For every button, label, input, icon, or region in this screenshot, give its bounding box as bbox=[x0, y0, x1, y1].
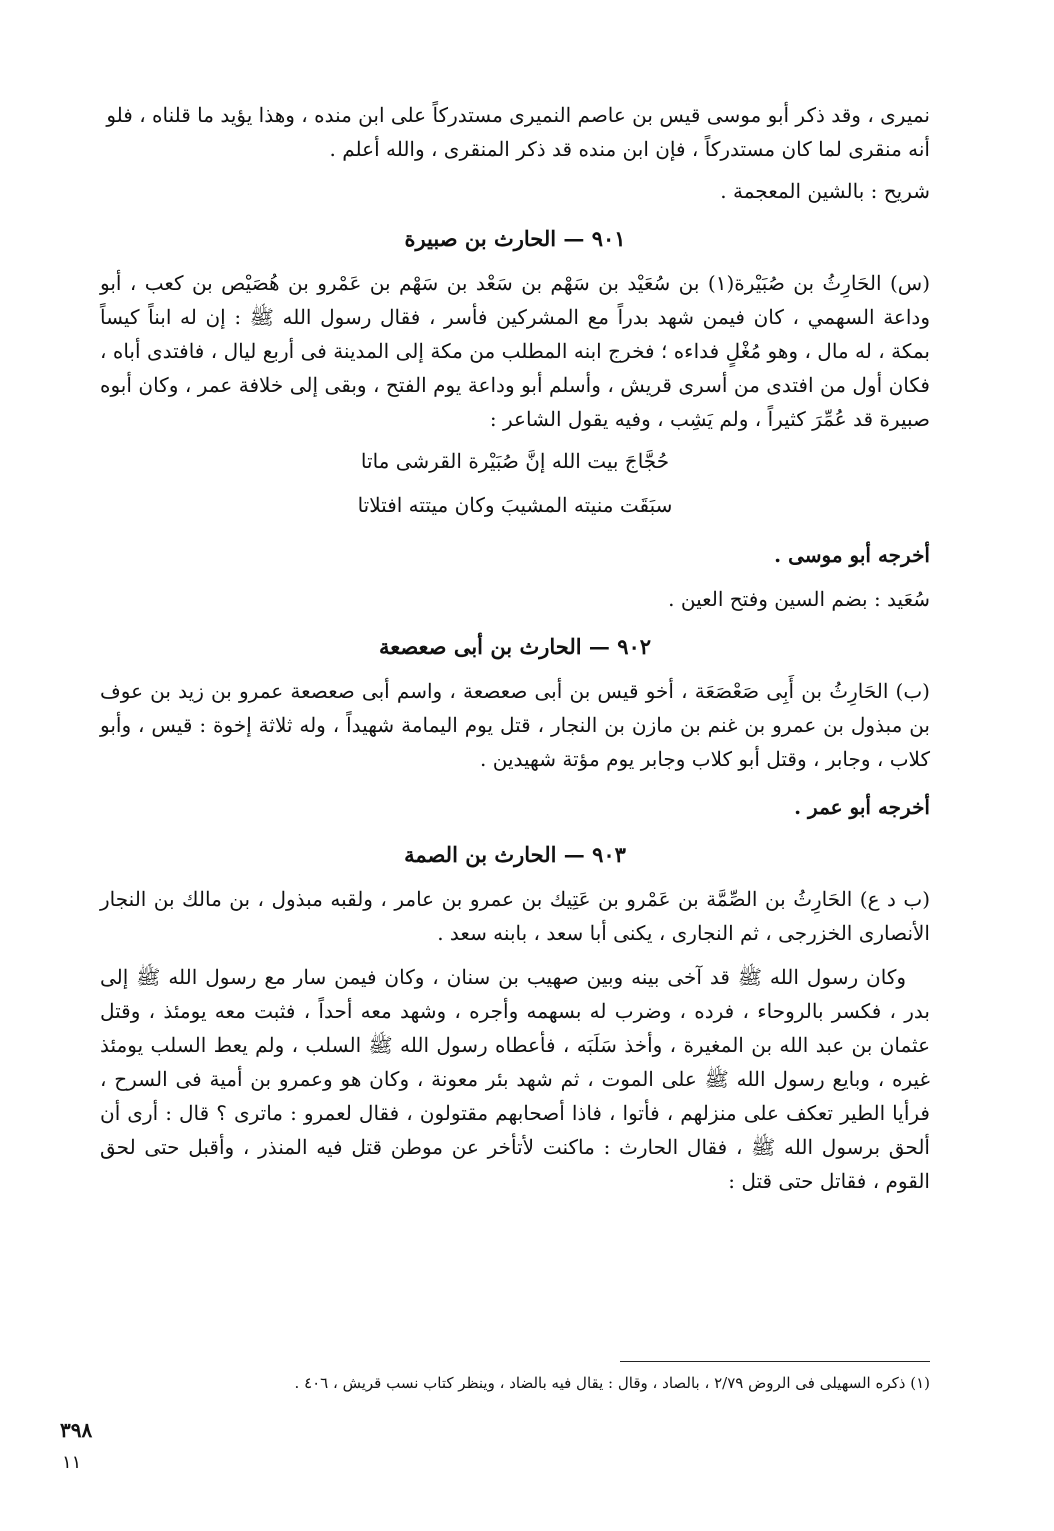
verse-line-2: سبَقَت منيته المشيبَ وكان ميتته افتلاتا bbox=[357, 493, 673, 517]
entry-901-source: أخرجه أبو موسى . bbox=[774, 543, 930, 567]
entry-901-note: سُعَيد : بضم السين وفتح العين . bbox=[668, 587, 930, 611]
entry-901 bbox=[100, 222, 930, 616]
entry-903-paragraph-2: وكان رسول الله ﷺ قد آخى بينه وبين صهيب بن سنان ، وكان فيمن سار مع رسول الله ﷺ إلى بدر ، فكسر بالروحاء ، فرده ، وضرب له بسهمه وأجره ، وشهد معه أحداً ، فثبت معه يومئذ ، وقتل عثمان بن عبد الله بن المغيرة ، وأخذ سَلَبَه ، فأعطاه رسول الله ﷺ السلب ، ولم يعط السلب يومئذ غيره ، وبايع رسول الله ﷺ على الموت ، ثم شهد بئر معونة ، وكان هو وعمرو بن أمية فى السرح ، فرأيا الطير تعكف على منزلهم ، فأتوا ، فاذا أصحابهم مقتولون ، فقال لعمرو : ماترى ؟ قال : أرى أن ألحق برسول الله ﷺ ، فقال الحارث : ماكنت لأتأخر عن موطن قتل فيه المنذر ، وأقبل حتى لحق القوم ، فقاتل حتى قتل : bbox=[100, 965, 930, 1193]
verse-line-1: حُجَّاجَ بيت الله إنَّ صُبَيْرة القرشى ماتا bbox=[360, 449, 670, 473]
entry-902-source: أخرجه أبو عمر . bbox=[794, 795, 930, 819]
entry-902-body: (ب) الحَارِثُ بن أَبِى صَعْصَعَة ، أخو قيس بن أبى صعصعة ، واسم أبى صعصعة عمرو بن زيد بن عوف بن مبذول بن عمرو بن غنم بن مازن بن النجار ، قتل يوم اليمامة شهيداً ، وله ثلاثة إخوة : قيس ، وأبو كلاب ، وجابر ، وقتل أبو كلاب وجابر يوم مؤتة شهيدين . bbox=[100, 679, 930, 771]
page-number: ٣٩٨ bbox=[60, 1418, 93, 1442]
entry-903-title: ٩٠٣ — الحارث بن الصمة bbox=[404, 842, 626, 867]
footnote-divider bbox=[620, 1361, 930, 1362]
intro-note: شريح : بالشين المعجمة . bbox=[720, 179, 930, 203]
entry-902-title: ٩٠٢ — الحارث بن أبى صعصعة bbox=[378, 634, 652, 659]
intro-line-1: نميرى ، وقد ذكر أبو موسى قيس بن عاصم النميرى مستدركاً على ابن منده ، وهذا يؤيد ما قلناه ، فلو bbox=[106, 103, 930, 127]
entry-901-body: (س) الحَارِثُ بن صُبَيْرة(١) بن سُعَيْد بن سَهْم بن سَعْد بن سَهْم بن عَمْرو بن هُصَيْص بن كعب ، أبو وداعة السهمي ، كان فيمن شهد بدراً مع المشركين فأسر ، فقال رسول الله ﷺ : إن له ابناً كيساً بمكة ، له مال ، وهو مُغْلٍ فداءه ؛ فخرج ابنه المطلب من مكة إلى المدينة فى أربع ليال ، فافتدى أباه ، فكان أول من افتدى من أسرى قريش ، وأسلم أبو وداعة يوم الفتح ، وبقى إلى خلافة عمر ، وكان أبوه صبيرة قد عُمِّرَ كثيراً ، ولم يَشِب ، وفيه يقول الشاعر : bbox=[100, 271, 930, 431]
entry-903-body: (ب د ع) الحَارِثُ بن الصِّمَّة بن عَمْرو بن عَتِيك بن عمرو بن عامر ، ولقبه مبذول ، بن مالك بن النجار الأنصارى الخزرجى ، ثم النجارى ، يكنى أبا سعد ، بابنه سعد . bbox=[100, 887, 930, 945]
page-mark: ١١ bbox=[62, 1452, 82, 1473]
page-body bbox=[100, 98, 930, 1198]
entry-901-title: ٩٠١ — الحارث بن صبيرة bbox=[404, 226, 626, 251]
footnote: (١) ذكره السهيلى فى الروض ٢/٧٩ ، بالصاد ، وقال : يقال فيه بالضاد ، وينظر كتاب نسب قريش ، ٤٠٦ . bbox=[294, 1374, 930, 1392]
entry-902 bbox=[100, 630, 930, 824]
intro-line-2: أنه منقرى لما كان مستدركاً ، فإن ابن منده قد ذكر المنقرى ، والله أعلم . bbox=[329, 137, 930, 161]
entry-903 bbox=[100, 838, 930, 1198]
